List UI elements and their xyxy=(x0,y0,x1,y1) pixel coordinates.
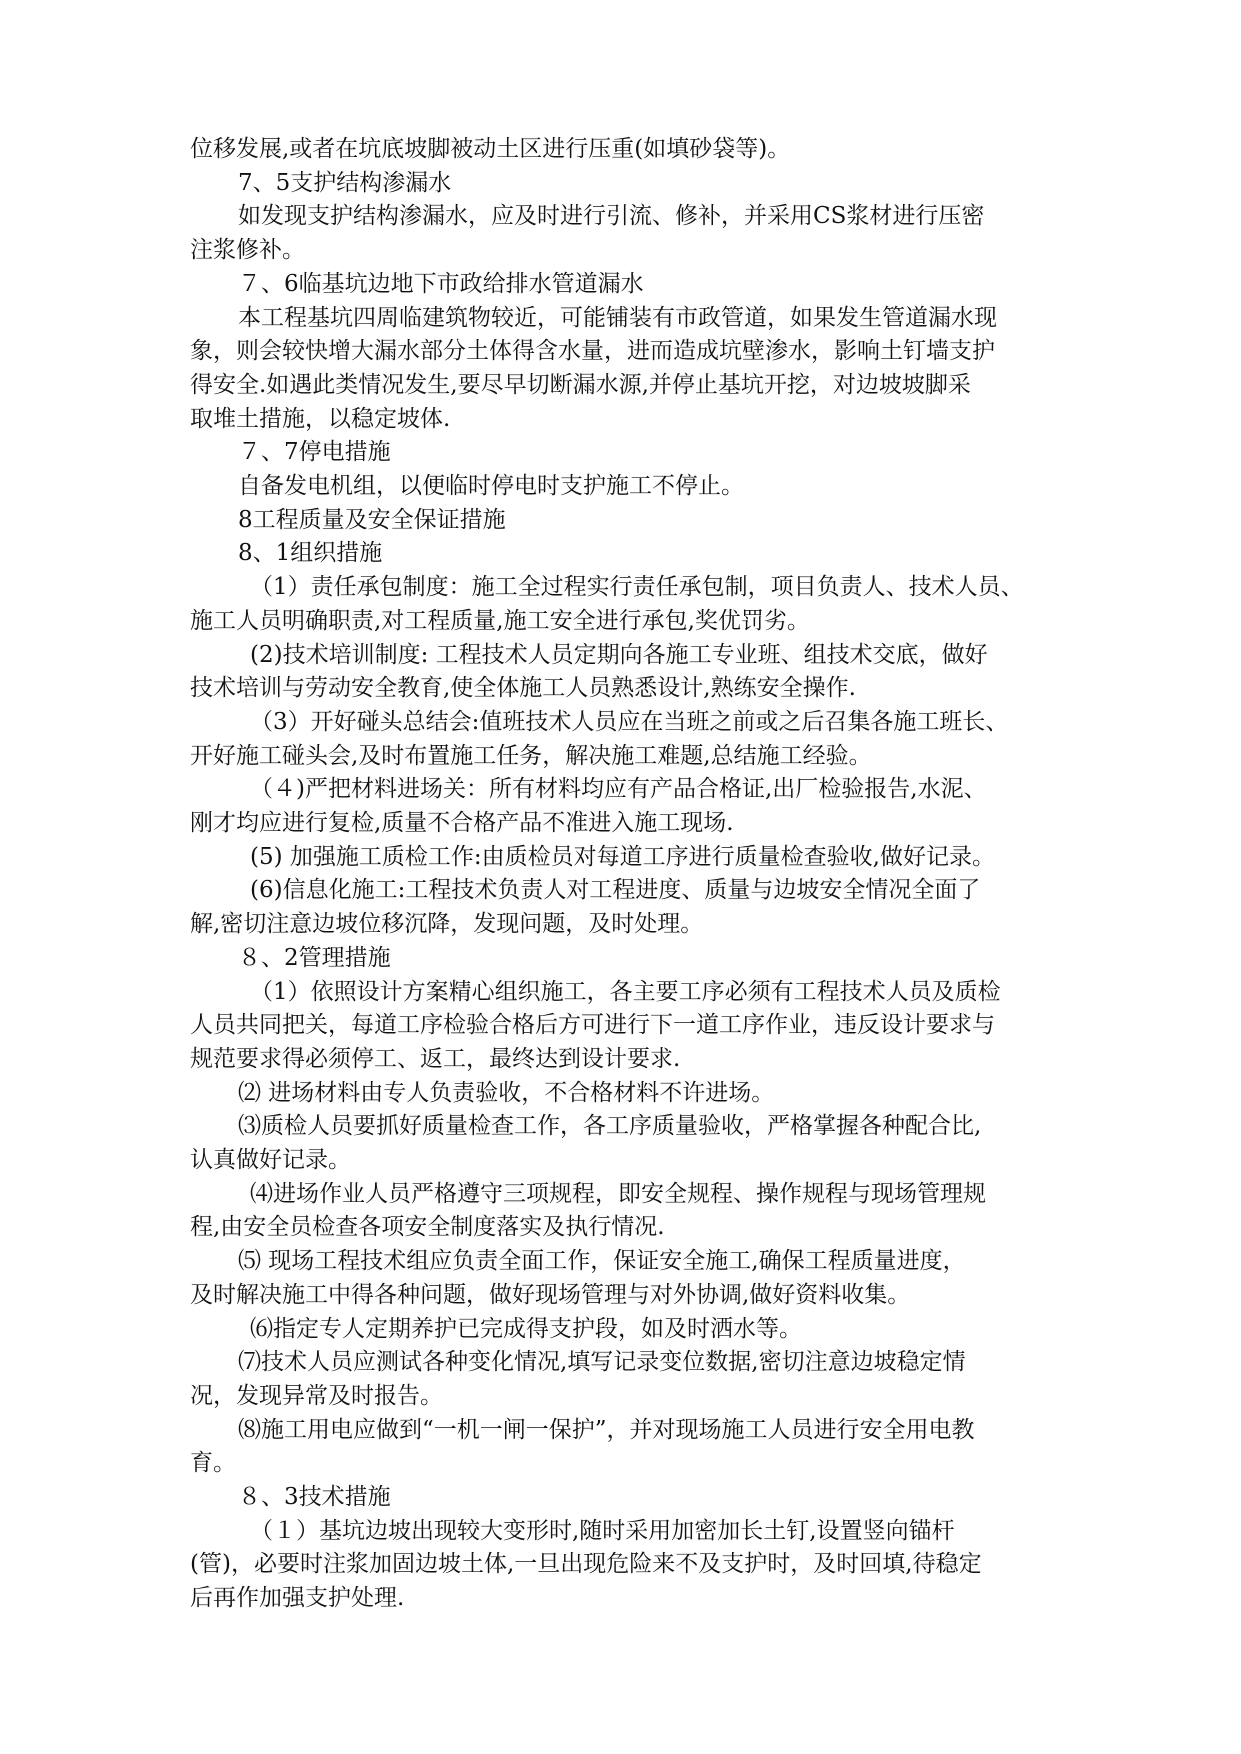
paragraph-line: 施工人员明确职责,对工程质量,施工安全进行承包,奖优罚劣。 xyxy=(190,607,810,634)
paragraph-line: 规范要求得必须停工、返工，最终达到设计要求. xyxy=(190,1045,681,1072)
paragraph-line: 刚才均应进行复检,质量不合格产品不准进入施工现场. xyxy=(190,810,734,836)
paragraph-line: (管)，必要时注浆加固边坡土体,一旦出现危险来不及支护时，及时回填,待稳定 xyxy=(190,1551,982,1578)
paragraph-line: 人员共同把关，每道工序检验合格后方可进行下一道工序作业，违反设计要求与 xyxy=(190,1012,995,1039)
paragraph-line: ⑶质检人员要抓好质量检查工作，各工序质量验收，严格掌握各种配合比, xyxy=(238,1113,982,1140)
paragraph-line: （４)严把材料进场关：所有材料均应有产品合格证,出厂检验报告,水泥、 xyxy=(250,776,987,803)
paragraph-line: 得安全.如遇此类情况发生,要尽早切断漏水源,并停止基坑开挖，对边坡坡脚采 xyxy=(190,371,971,398)
paragraph-line: 注浆修补。 xyxy=(190,237,305,264)
section-heading: 8、1组织措施 xyxy=(238,540,383,567)
section-heading: ７、6临基坑边地下市政给排水管道漏水 xyxy=(238,270,644,297)
paragraph-line: ⑷进场作业人员严格遵守三项规程，即安全规程、操作规程与现场管理规 xyxy=(250,1180,986,1207)
paragraph-line: 况，发现异常及时报告。 xyxy=(190,1382,443,1409)
paragraph-line: (2)技术培训制度: 工程技术人员定期向各施工专业班、组技术交底，做好 xyxy=(250,641,988,668)
section-heading: ８、2管理措施 xyxy=(238,944,391,971)
paragraph-line: (5) 加强施工质检工作:由质检员对每道工序进行质量检查验收,做好记录。 xyxy=(250,843,995,870)
paragraph-line: （1）责任承包制度：施工全过程实行责任承包制，项目负责人、技术人员、 xyxy=(250,574,1024,601)
paragraph-line: 后再作加强支护处理. xyxy=(190,1585,405,1612)
paragraph-line: 如发现支护结构渗漏水，应及时进行引流、修补，并采用CS浆材进行压密 xyxy=(238,203,985,230)
paragraph-line: 解,密切注意边坡位移沉降，发现问题，及时处理。 xyxy=(190,911,704,938)
paragraph-line: 育。 xyxy=(190,1450,236,1477)
paragraph-line: (6)信息化施工:工程技术负责人对工程进度、质量与边坡安全情况全面了 xyxy=(250,877,981,904)
paragraph-line: 程,由安全员检查各项安全制度落实及执行情况. xyxy=(190,1214,665,1241)
paragraph-line: 认真做好记录。 xyxy=(190,1147,351,1173)
paragraph-line: ⑸ 现场工程技术组应负责全面工作，保证安全施工,确保工程质量进度， xyxy=(238,1248,966,1275)
paragraph-line: 技术培训与劳动安全教育,使全体施工人员熟悉设计,熟练安全操作. xyxy=(190,675,856,702)
section-heading: 7、5支护结构渗漏水 xyxy=(238,169,452,196)
paragraph-line: 象，则会较快增大漏水部分土体得含水量，进而造成坑壁渗水，影响土钉墙支护 xyxy=(190,338,995,365)
paragraph-line: ⑻施工用电应做到“一机一闸一保护”，并对现场施工人员进行安全用电教 xyxy=(238,1416,975,1443)
section-heading: ７、7停电措施 xyxy=(238,439,391,466)
paragraph-line: 本工程基坑四周临建筑物较近，可能铺装有市政管道，如果发生管道漏水现 xyxy=(238,304,997,331)
paragraph-line: 及时解决施工中得各种问题，做好现场管理与对外协调,做好资料收集。 xyxy=(190,1281,911,1308)
paragraph-line: 自备发电机组，以便临时停电时支护施工不停止。 xyxy=(238,473,744,499)
paragraph-line: ⑵ 进场材料由专人负责验收，不合格材料不许进场。 xyxy=(238,1079,775,1106)
paragraph-line: ⑺技术人员应测试各种变化情况,填写记录变位数据,密切注意边坡稳定情 xyxy=(238,1349,966,1376)
paragraph-line: ⑹指定专人定期养护已完成得支护段，如及时洒水等。 xyxy=(250,1315,802,1342)
paragraph-line: 取堆土措施，以稳定坡体. xyxy=(190,405,451,432)
section-heading: 8工程质量及安全保证措施 xyxy=(238,506,506,533)
paragraph-line: （3）开好碰头总结会:值班技术人员应在当班之前或之后召集各施工班长、 xyxy=(250,708,1009,735)
paragraph-line: 开好施工碰头会,及时布置施工任务，解决施工难题,总结施工经验。 xyxy=(190,742,872,769)
paragraph-line: 位移发展,或者在坑底坡脚被动土区进行压重(如填砂袋等)。 xyxy=(190,136,791,162)
paragraph-line: （１）基坑边坡出现较大变形时,随时采用加密加长土钉,设置竖向锚杆 xyxy=(250,1517,955,1544)
paragraph-line: （1）依照设计方案精心组织施工，各主要工序必须有工程技术人员及质检 xyxy=(250,978,1001,1005)
section-heading: ８、3技术措施 xyxy=(238,1484,391,1510)
